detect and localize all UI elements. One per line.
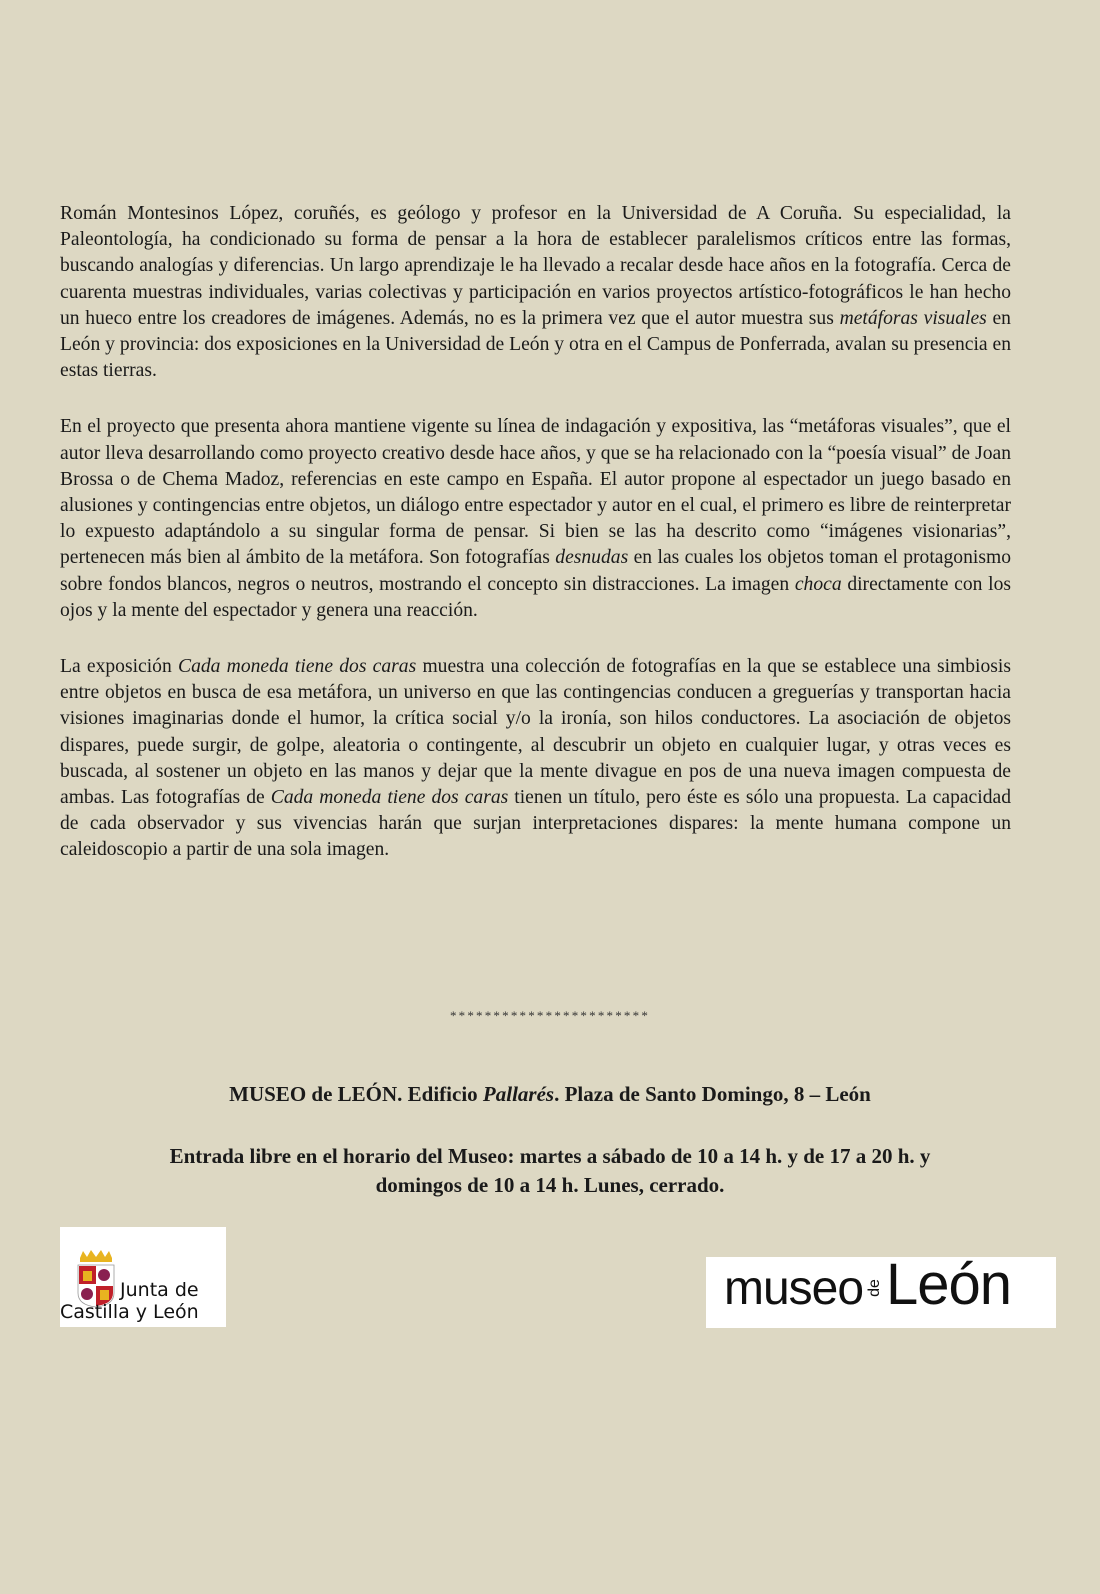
museo-de-leon-logo [706,1252,1056,1328]
logo-text: de [865,1279,883,1297]
emphasis: Cada moneda tiene dos caras [270,787,509,809]
hours-line: Entrada libre en el horario del Museo: martes a sábado de 10 a 14 h. y de 17 a 20 h. y [169,1144,931,1168]
opening-hours [80,1142,1020,1200]
body-text [60,201,1011,894]
emphasis: metáforas visuales [839,307,987,329]
paragraph [60,654,1011,864]
building-name: Pallarés [482,1082,555,1106]
logo-text: León [886,1252,1012,1317]
text-run: Román Montesinos López, coruñés, es geólogo y profesor en la Universidad de A Coruña. Su especialidad, la Paleontología, ha condicionado su forma de pensar a la hora de establecer paralelismos críticos entre las formas, buscando analogías y diferencias. Un largo aprendizaje le ha llevado a recalar desde hace años en la fotografía. Cerca de cuarenta muestras individuales, varias colectivas y participación en varios proyectos artístico-fotográficos le han hecho un hueco entre los creadores de imágenes. Además, no es la primera vez que el autor muestra sus [60,203,1011,329]
emphasis: Cada moneda tiene dos caras [178,656,417,678]
logo-text: Junta de [120,1279,199,1301]
paragraph [60,201,1011,384]
emphasis: choca [794,573,842,595]
coat-of-arms-icon [74,1249,118,1309]
address-part: . Plaza de Santo Domingo, 8 – León [554,1082,871,1106]
emphasis: desnudas [555,547,629,569]
text-run: En el proyecto que presenta ahora mantiene vigente su línea de indagación y expositiva, las “metáforas visuales”, que el autor lleva desarrollando como proyecto creativo desde hace años, y que se ha relacionado con la “poesía visual” de Joan Brossa o de Chema Madoz, referencias en este campo en España. El autor propone al espectador un juego basado en alusiones y contingencias entre objetos, un diálogo entre espectador y autor en el cual, el primero es libre de reinterpretar lo expuesto adaptándolo a su singular forma de pensar. Si bien se las ha descrito como “imágenes visionarias”, pertenecen más bien al ámbito de la metáfora. Son fotografías [60,416,1011,569]
text-run: en las cuales los objetos toman el protagonismo sobre fondos blancos, negros o neutros, mostrando el concepto sin distracciones. La imagen [60,547,1011,595]
hours-line: domingos de 10 a 14 h. Lunes, cerrado. [375,1173,725,1197]
logo-text: Castilla y León [60,1301,199,1323]
separator: *********************** [449,1008,651,1023]
text-run: en León y provincia: dos exposiciones en la Universidad de León y otra en el Campus de Ponferrada, avalan su presencia en estas tierras. [60,307,1011,382]
address-part: MUSEO de LEÓN. Edificio [229,1082,483,1106]
text-run: directamente con los ojos y la mente del espectador y genera una reacción. [60,573,1011,621]
junta-castilla-leon-logo [60,1227,226,1327]
logo-text: museo [724,1262,864,1315]
paragraph [60,414,1011,624]
text-run: muestra una colección de fotografías en la que se establece una simbiosis entre objetos en busca de esa metáfora, un universo en que las contingencias conducen a greguerías y transportan hacia visiones imaginarias donde el humor, la crítica social y/o la ironía, son hilos conductores. La asociación de objetos dispares, puede surgir, de golpe, aleatoria o contingente, al descubrir un objeto en cualquier lugar, y otras veces es buscada, al sostener un objeto en las manos y dejar que la mente divague en pos de una nueva imagen compuesta de ambas. Las fotografías de [60,656,1011,809]
text-run: tienen un título, pero éste es sólo una propuesta. La capacidad de cada observador y sus vivencias harán que surjan interpretaciones dispares: la mente humana compone un caleidoscopio a partir de una sola imagen. [60,787,1011,861]
address [0,1082,1100,1107]
text-run: La exposición [60,656,178,678]
